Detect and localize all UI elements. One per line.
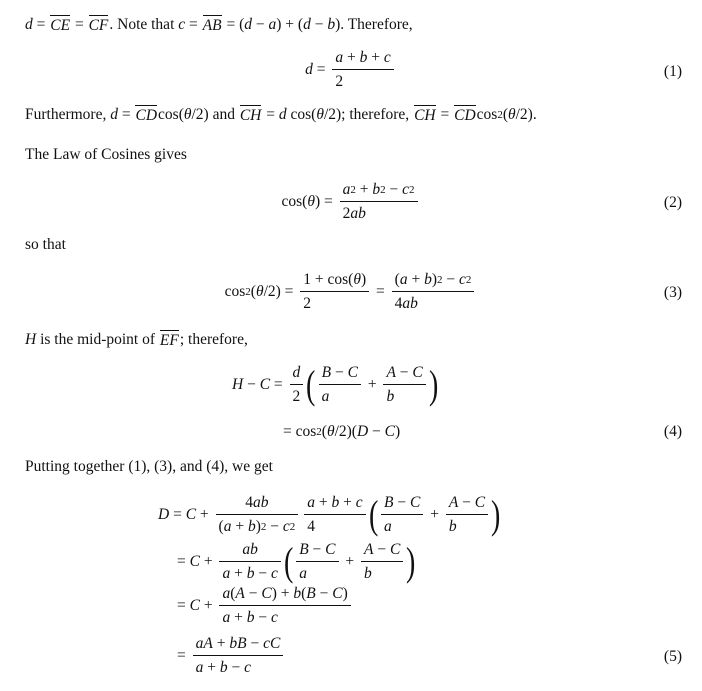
overlined-segment: AB bbox=[202, 17, 222, 34]
fraction-denominator bbox=[381, 514, 423, 536]
math-text: − bbox=[254, 565, 271, 582]
math-variable: d bbox=[292, 364, 301, 381]
overlined-segment: CE bbox=[50, 17, 71, 34]
math-text: + bbox=[315, 494, 332, 511]
math-text: /2) and bbox=[191, 106, 239, 123]
math-variable: b bbox=[448, 518, 457, 535]
large-parenthesis: ) bbox=[406, 539, 416, 584]
math-variable: c bbox=[178, 16, 186, 33]
math-text: + bbox=[341, 553, 358, 570]
math-text: + bbox=[339, 494, 356, 511]
overlined-segment: CF bbox=[88, 17, 109, 34]
fraction-denominator bbox=[219, 561, 280, 583]
math-variable: b bbox=[246, 609, 255, 626]
large-parenthesis: ( bbox=[306, 362, 316, 407]
fraction-numerator bbox=[383, 364, 425, 384]
fraction bbox=[319, 364, 361, 406]
math-text: /2)( bbox=[334, 423, 357, 440]
math-variable: ab bbox=[242, 541, 258, 558]
math-text: = bbox=[169, 506, 186, 523]
superscript: 2 bbox=[497, 109, 503, 121]
math-variable: bB bbox=[229, 635, 247, 652]
math-variable: c bbox=[355, 494, 363, 511]
fraction-denominator bbox=[392, 291, 475, 313]
math-variable: H bbox=[232, 376, 244, 393]
fraction-denominator bbox=[216, 514, 299, 536]
math-variable: a bbox=[223, 518, 232, 535]
fraction bbox=[304, 494, 365, 536]
fraction-denominator bbox=[383, 384, 425, 406]
math-text: 2 bbox=[335, 73, 344, 90]
math-variable: a bbox=[342, 181, 351, 198]
fraction bbox=[383, 364, 425, 406]
math-text: + bbox=[199, 553, 217, 570]
math-variable: θ bbox=[183, 106, 192, 123]
fraction-denominator bbox=[296, 561, 338, 583]
math-text: cos( bbox=[158, 106, 184, 123]
equation-3 bbox=[0, 271, 702, 313]
math-text: 2 bbox=[303, 295, 312, 312]
math-text: − bbox=[246, 635, 264, 652]
equation-4-line-1 bbox=[232, 364, 438, 406]
math-variable: C bbox=[189, 597, 200, 614]
math-text: /2). bbox=[515, 106, 537, 123]
fraction-denominator bbox=[319, 384, 361, 406]
math-variable: B bbox=[306, 585, 316, 602]
math-text: − bbox=[244, 585, 262, 602]
math-variable: a bbox=[195, 659, 204, 676]
math-text: − bbox=[442, 271, 459, 288]
text-line-furthermore bbox=[25, 105, 537, 125]
math-variable: θ bbox=[307, 193, 315, 210]
math-text: = bbox=[177, 553, 190, 570]
fraction-denominator bbox=[219, 605, 350, 627]
equation-number-4: (4) bbox=[663, 423, 682, 440]
math-variable: C bbox=[259, 376, 271, 393]
math-text: + bbox=[199, 597, 217, 614]
math-text: + bbox=[407, 271, 425, 288]
math-variable: b bbox=[364, 565, 372, 582]
math-text: ) bbox=[395, 423, 401, 440]
math-text: 4 bbox=[307, 518, 316, 535]
math-variable: C bbox=[185, 506, 197, 523]
math-text: ( bbox=[301, 585, 307, 602]
math-variable: B bbox=[321, 364, 332, 381]
superscript: 2 bbox=[465, 274, 472, 286]
math-variable: C bbox=[325, 541, 336, 558]
fraction-denominator bbox=[446, 514, 488, 536]
math-text: ) bbox=[431, 271, 437, 288]
math-text: ( bbox=[502, 106, 508, 123]
math-variable: b bbox=[219, 659, 228, 676]
math-text: − bbox=[251, 16, 269, 33]
text-line-law-of-cosines bbox=[25, 146, 187, 164]
math-variable: C bbox=[474, 494, 486, 511]
fraction-numerator bbox=[392, 271, 475, 291]
fraction bbox=[300, 271, 369, 313]
math-variable: θ bbox=[508, 106, 516, 123]
fraction bbox=[296, 541, 338, 583]
math-text: ) = bbox=[314, 193, 337, 210]
math-variable: b bbox=[246, 565, 255, 582]
fraction-numerator bbox=[239, 541, 261, 561]
fraction-denominator bbox=[340, 201, 418, 223]
math-variable: a bbox=[268, 16, 277, 33]
fraction bbox=[219, 541, 280, 583]
math-text: + bbox=[231, 518, 248, 535]
math-text: + bbox=[367, 49, 384, 66]
fraction-numerator bbox=[446, 494, 488, 514]
math-text: + bbox=[230, 565, 247, 582]
fraction bbox=[216, 494, 299, 536]
math-variable: a bbox=[222, 609, 231, 626]
math-variable: C bbox=[412, 364, 423, 381]
math-text: + bbox=[355, 181, 373, 198]
math-text: − bbox=[373, 541, 390, 558]
fraction bbox=[361, 541, 403, 583]
math-variable: b bbox=[331, 494, 340, 511]
math-text: = bbox=[262, 106, 279, 123]
math-variable: ab bbox=[253, 494, 269, 511]
math-variable: a bbox=[222, 585, 231, 602]
equation-5-line-3 bbox=[177, 585, 354, 627]
fraction-denominator bbox=[332, 69, 393, 91]
fraction-numerator bbox=[242, 494, 271, 514]
fraction bbox=[193, 635, 284, 677]
math-variable: cC bbox=[263, 635, 281, 652]
math-variable: B bbox=[384, 494, 394, 511]
math-text: ; therefore, bbox=[179, 331, 248, 348]
math-variable: B bbox=[299, 541, 309, 558]
fraction-numerator bbox=[300, 271, 369, 291]
math-text: − bbox=[368, 423, 385, 440]
math-text: 4 bbox=[245, 494, 254, 511]
fraction-numerator bbox=[296, 541, 338, 561]
math-text: + bbox=[230, 609, 247, 626]
equation-number-3: (3) bbox=[663, 284, 682, 301]
math-text: ). Therefore, bbox=[335, 16, 413, 33]
math-text: ) bbox=[360, 271, 367, 288]
math-text: ) + ( bbox=[276, 16, 304, 33]
math-variable: c bbox=[270, 565, 278, 582]
math-text: cos( bbox=[281, 193, 308, 210]
math-text: ) bbox=[342, 585, 348, 602]
math-variable: C bbox=[347, 364, 358, 381]
math-text: + bbox=[363, 376, 381, 393]
math-text: + bbox=[343, 49, 360, 66]
math-variable: a bbox=[384, 518, 392, 535]
superscript: 2 bbox=[380, 184, 386, 196]
fraction bbox=[332, 49, 393, 91]
math-text: − bbox=[395, 364, 413, 381]
superscript: 2 bbox=[350, 184, 356, 196]
math-text: − bbox=[266, 518, 283, 535]
math-variable: b bbox=[327, 16, 336, 33]
math-variable: a bbox=[307, 494, 316, 511]
math-variable: A bbox=[235, 585, 245, 602]
equation-number-5: (5) bbox=[663, 648, 682, 665]
math-variable: ab bbox=[350, 205, 366, 222]
fraction bbox=[219, 585, 350, 627]
fraction-denominator bbox=[361, 561, 403, 583]
math-variable: ab bbox=[402, 295, 418, 312]
overlined-segment: CD bbox=[454, 107, 476, 124]
math-variable: C bbox=[332, 585, 343, 602]
equation-5-line-2 bbox=[177, 541, 416, 583]
overlined-segment: EF bbox=[159, 332, 179, 349]
math-text: cos bbox=[224, 283, 246, 300]
math-text: so that bbox=[25, 236, 66, 253]
math-variable: D bbox=[356, 423, 369, 440]
math-text: Putting together (1), (3), and (4), we get bbox=[25, 458, 273, 475]
math-text: ( bbox=[394, 271, 400, 288]
math-text: = bbox=[117, 106, 135, 123]
fraction bbox=[446, 494, 488, 536]
math-text: = bbox=[270, 376, 287, 393]
math-text: − bbox=[331, 364, 348, 381]
math-variable: θ bbox=[316, 106, 324, 123]
math-text: . Note that bbox=[109, 16, 179, 33]
math-text: = bbox=[177, 597, 190, 614]
math-text: is the mid-point of bbox=[36, 331, 159, 348]
math-variable: a bbox=[321, 388, 330, 405]
math-text: ) + bbox=[271, 585, 294, 602]
math-text: = bbox=[312, 61, 330, 78]
fraction-numerator bbox=[332, 49, 393, 69]
math-variable: b bbox=[359, 49, 368, 66]
large-parenthesis: ( bbox=[283, 539, 294, 584]
fraction-numerator bbox=[381, 494, 423, 514]
fraction bbox=[381, 494, 423, 536]
math-text: ( bbox=[230, 585, 236, 602]
math-variable: c bbox=[244, 659, 252, 676]
superscript: 2 bbox=[260, 521, 267, 533]
fraction bbox=[392, 271, 475, 313]
fraction-denominator bbox=[290, 384, 304, 406]
math-text: ) bbox=[255, 518, 261, 535]
math-variable: θ bbox=[353, 271, 361, 288]
math-text: = bbox=[177, 647, 190, 664]
math-variable: b bbox=[247, 518, 256, 535]
text-line-putting-together bbox=[25, 458, 273, 476]
math-variable: c bbox=[282, 518, 290, 535]
math-text: 1 + cos( bbox=[303, 271, 354, 288]
math-text: − bbox=[458, 494, 475, 511]
equation-5-line-1 bbox=[158, 494, 500, 536]
fraction-denominator bbox=[300, 291, 369, 313]
math-variable: A bbox=[364, 541, 374, 558]
equation-4-line-2 bbox=[283, 423, 400, 441]
math-text: + bbox=[203, 659, 220, 676]
math-text: = bbox=[32, 16, 50, 33]
math-variable: c bbox=[459, 271, 466, 288]
fraction-numerator bbox=[193, 635, 284, 655]
math-text: /2) = bbox=[263, 283, 298, 300]
text-line-so-that bbox=[25, 236, 66, 254]
math-variable: d bbox=[25, 16, 33, 33]
fraction-numerator bbox=[319, 364, 361, 384]
fraction-numerator bbox=[340, 181, 418, 201]
math-text: ( bbox=[250, 283, 256, 300]
math-variable: C bbox=[389, 541, 401, 558]
math-variable: a bbox=[222, 565, 231, 582]
math-text: = bbox=[372, 283, 389, 300]
math-text: cos bbox=[476, 106, 498, 123]
overlined-segment: CH bbox=[414, 107, 436, 124]
math-variable: d bbox=[305, 61, 313, 78]
math-text: = cos bbox=[283, 423, 317, 440]
equation-number-2: (2) bbox=[663, 194, 682, 211]
superscript: 2 bbox=[245, 286, 251, 298]
math-variable: θ bbox=[255, 283, 264, 300]
math-variable: aA bbox=[195, 635, 213, 652]
math-variable: d bbox=[303, 16, 311, 33]
math-text: ( bbox=[218, 518, 224, 535]
equation-1 bbox=[0, 49, 702, 91]
math-text: − bbox=[310, 16, 328, 33]
fraction-numerator bbox=[290, 364, 304, 384]
math-text: − bbox=[315, 585, 333, 602]
math-variable: A bbox=[386, 364, 396, 381]
math-variable: D bbox=[158, 506, 170, 523]
math-variable: b bbox=[293, 585, 302, 602]
text-line-definitions bbox=[25, 15, 413, 35]
text-line-midpoint bbox=[25, 330, 248, 350]
math-variable: C bbox=[384, 423, 396, 440]
large-parenthesis: ( bbox=[368, 492, 379, 537]
math-text: 2 bbox=[342, 205, 351, 222]
math-variable: C bbox=[261, 585, 272, 602]
math-variable: C bbox=[189, 553, 200, 570]
math-text: 4 bbox=[394, 295, 403, 312]
math-variable: a bbox=[399, 271, 408, 288]
math-text: + bbox=[196, 506, 213, 523]
math-text: /2); therefore, bbox=[323, 106, 414, 123]
superscript: 2 bbox=[289, 521, 296, 533]
superscript: 2 bbox=[409, 184, 415, 196]
overlined-segment: CH bbox=[239, 107, 262, 124]
math-variable: b bbox=[424, 271, 432, 288]
math-variable: c bbox=[270, 609, 278, 626]
large-parenthesis: ) bbox=[428, 362, 439, 407]
math-variable: d bbox=[244, 16, 252, 33]
equation-number-1: (1) bbox=[663, 63, 682, 80]
equation-5-line-4 bbox=[177, 635, 286, 677]
math-text: = bbox=[185, 16, 202, 33]
superscript: 2 bbox=[437, 274, 443, 286]
math-text: Furthermore, bbox=[25, 106, 111, 123]
math-variable: H bbox=[25, 331, 37, 348]
fraction-denominator bbox=[304, 514, 365, 536]
fraction bbox=[290, 364, 304, 406]
math-text: = bbox=[436, 106, 454, 123]
math-text: 2 bbox=[292, 388, 301, 405]
math-text: The Law of Cosines gives bbox=[25, 146, 187, 163]
math-text: + bbox=[212, 635, 230, 652]
math-variable: d bbox=[110, 106, 118, 123]
fraction-numerator bbox=[219, 585, 350, 605]
math-variable: a bbox=[299, 565, 307, 582]
fraction bbox=[340, 181, 418, 223]
math-text: = ( bbox=[222, 16, 245, 33]
math-text: − bbox=[243, 376, 260, 393]
math-text: − bbox=[393, 494, 410, 511]
large-parenthesis: ) bbox=[491, 492, 501, 537]
math-text: − bbox=[227, 659, 245, 676]
math-variable: b bbox=[372, 181, 381, 198]
math-variable: c bbox=[402, 181, 409, 198]
math-variable: a bbox=[335, 49, 344, 66]
equation-2 bbox=[0, 181, 702, 223]
math-variable: A bbox=[448, 494, 459, 511]
math-text: − bbox=[308, 541, 326, 558]
fraction-numerator bbox=[304, 494, 365, 514]
math-text: − bbox=[385, 181, 403, 198]
math-variable: d bbox=[278, 106, 287, 123]
fraction-numerator bbox=[361, 541, 403, 561]
math-variable: θ bbox=[326, 423, 335, 440]
math-variable: C bbox=[409, 494, 421, 511]
math-text: = bbox=[71, 16, 88, 33]
math-text: − bbox=[254, 609, 271, 626]
superscript: 2 bbox=[316, 426, 322, 438]
math-variable: b bbox=[386, 388, 395, 405]
fraction-denominator bbox=[193, 655, 284, 677]
math-variable: c bbox=[383, 49, 391, 66]
math-text: + bbox=[426, 506, 443, 523]
math-text: ( bbox=[321, 423, 327, 440]
overlined-segment: CD bbox=[135, 107, 158, 124]
math-text: cos( bbox=[286, 106, 317, 123]
